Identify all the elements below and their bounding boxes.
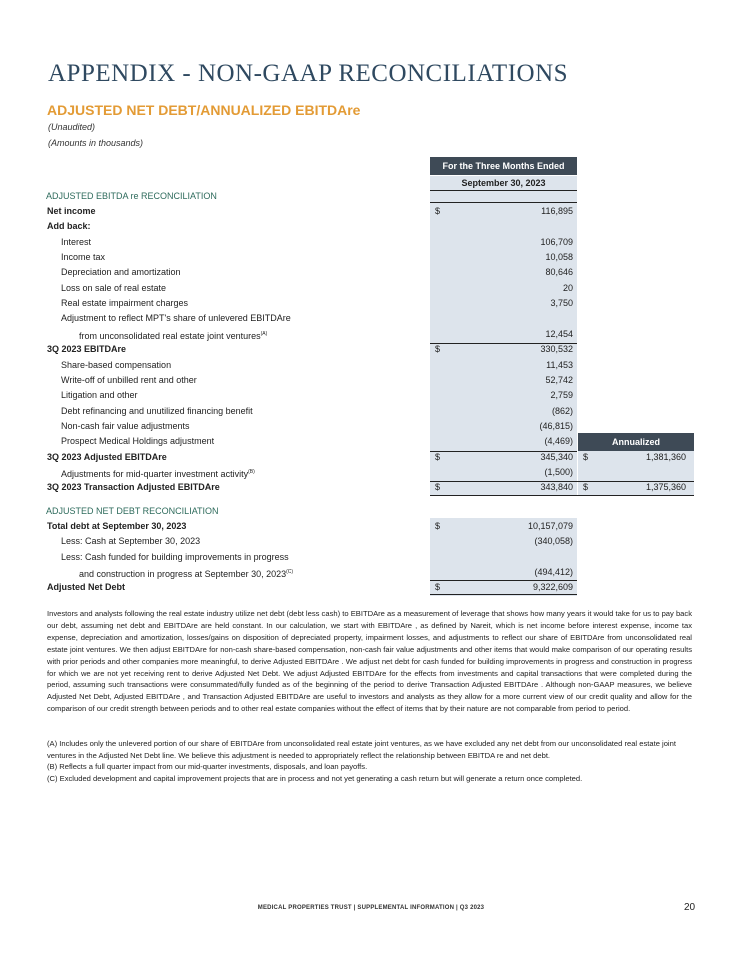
row-label: Debt refinancing and unutilized financing benefit [61,405,253,416]
rule [430,343,577,344]
table-row [46,235,694,250]
row-label: Total debt at September 30, 2023 [47,521,187,531]
footnote-a: (A) Includes only the unlevered portion of our share of EBITDAre from unconsolidated real estate joint ventures, as we have excluded any net debt from our unconsolidated real estate joint ventures in the Adjusted Net Debt line. We believe this adjustment is needed to appropriately reflect the relationship between EBITDA re and net debt. [47,739,676,760]
table-row [46,281,694,296]
dollar-sign: $ [435,451,441,462]
row-label: Add back: [47,221,91,232]
row-value: 330,532 [540,344,573,355]
table-row [46,250,694,265]
table-row [46,358,694,373]
row-label: Non-cash fair value adjustments [61,420,190,431]
rule [430,594,577,595]
row-value: 9,322,609 [532,582,573,593]
row-label: and construction in progress at September 30, $2023^{(C)}$ [79,568,294,579]
row-value: 2,759 [550,390,573,401]
table-row [46,265,694,280]
row-label: Loss on sale of real estate [61,282,167,293]
row-label: Adjustment to reflect MPT's share of unlevered EBITDAre [61,313,291,324]
unaudited-note: (Unaudited) [48,122,96,132]
footnote-b: (B) Reflects a full quarter impact from our mid-quarter investments, disposals, and loan payoffs. [47,762,368,771]
rule [430,202,577,203]
row-value: 106,709 [540,236,573,247]
table-row [46,434,694,449]
section-header [46,504,694,519]
table-row [46,565,694,580]
annualized-header: Annualized [578,433,694,451]
dollar-sign: $ [435,206,441,216]
row-value: (340,058) [534,536,573,547]
dollar-sign: $ [583,451,589,462]
row-label: Prospect Medical Holdings adjustment [61,436,215,447]
row-label: Adjustments for mid-quarter investment activity$^{(B)}$ [61,468,255,479]
row-value: 116,895 [541,206,573,216]
table-row [46,450,694,465]
row-label: Share-based compensation [61,359,172,370]
date-header: September 30, 2023 [430,176,577,191]
row-label: Less: Cash at September 30, 2023 [61,536,201,547]
period-header: For the Three Months Ended [430,157,577,175]
row-label: Income tax [61,252,106,263]
dollar-sign: $ [435,482,441,493]
row-value: 3,750 [550,298,573,309]
row-label: Interest [61,236,92,247]
row-label: Litigation and other [61,390,138,401]
row-label: Adjusted Net Debt [47,582,126,593]
page-footer: MEDICAL PROPERTIES TRUST | SUPPLEMENTAL INFORMATION | Q3 2023 [257,905,485,911]
table-row [46,404,694,419]
row-value: (1,500) [544,466,573,477]
table-row [46,204,694,219]
explanation-paragraph: Investors and analysts following the real estate industry utilize net debt (debt less cash) to EBITDAre as a measurement of leverage that shows how many years it would take for us to pay back our debt, assuming net debt and EBITDAre are held constant. In our calculation, we start with EBITDAre , as defined by Nareit, which is net income before interest expense, income tax expense, depreciation and amortization, losses/gains on disposition of depreciated property, impairment losses, and adjustments to reflect our share of EBITDAre from unconsolidated real estate joint ventures. We then adjust EBITDAre for non-cash share-based compensation, non-cash fair value adjustments and other items that would make comparison of our operating results with prior periods and other companies more meaningful, to derive Adjusted EBITDAre . We adjust net debt for cash funded for building improvements in progress and construction in progress for which we are not yet receiving rent to derive Adjusted Net Debt. We adjust Adjusted EBITDAre for the effects from investments and capital transactions that were completed during the period, assuming such transactions were consummated/fully funded as of the beginning of the period to derive Transaction Adjusted EBITDAre . Although non-GAAP measures, we believe Adjusted Net Debt, Adjusted EBITDAre , and Transaction Adjusted EBITDAre are useful to investors and analysts as they allow for a more current view of our credit quality and allow for the comparison of our credit strength between periods and to other real estate companies without the effect of items that by their nature are not comparable from period to period. [47,609,692,714]
footnote-c: (C) Excluded development and capital improvement projects that are in process and not yet generating a cash return but will generate a return once completed. [47,774,583,783]
row-value: 345,340 [540,451,573,462]
section-header [46,189,694,204]
row-label: Real estate impairment charges [61,298,189,309]
section-title: ADJUSTED NET DEBT RECONCILIATION [46,506,219,516]
table-row [46,519,694,534]
page-title: APPENDIX - NON-GAAP RECONCILIATIONS [48,60,569,87]
row-value: 11,453 [546,359,573,370]
row-label: Depreciation and amortization [61,267,181,278]
table-row [46,373,694,388]
row-value: (46,815) [539,420,573,431]
table-row [46,327,694,342]
row-value: (862) [551,405,573,416]
amounts-note: (Amounts in thousands) [48,138,144,148]
row-value: 12,454 [545,328,573,339]
row-label: 3Q 2023 Adjusted EBITDAre [47,451,167,462]
table-row [46,480,694,495]
table-row [46,580,694,595]
row-label: Write-off of unbilled rent and other [61,374,197,385]
row-value: 20 [562,282,573,293]
rule [430,481,694,482]
row-value: 10,157,079 [527,521,573,531]
row-value: 80,646 [545,267,573,278]
section-subtitle: ADJUSTED NET DEBT/ANNUALIZED EBITDAre [47,102,361,118]
table-row [46,465,694,480]
dollar-sign: $ [435,344,441,355]
table-row [46,550,694,565]
table-row [46,219,694,234]
row-label: 3Q 2023 Transaction Adjusted EBITDAre [47,482,220,493]
row-value: 52,742 [545,374,573,385]
dollar-sign: $ [435,521,441,531]
table-row [46,342,694,357]
row-label: from unconsolidated real estate joint ventures$^{(A)}$ [79,330,268,341]
page-number: 20 [684,902,696,913]
rule [430,495,694,496]
row-label: Less: Cash funded for building improvements in progress [61,551,289,562]
footnote-marker: (B) [248,468,255,475]
row-value: (4,469) [544,436,573,447]
table-row [46,311,694,326]
dollar-sign: $ [435,582,441,593]
table-row [46,419,694,434]
table-row [46,296,694,311]
annualized-value: 1,381,360 [645,451,686,462]
rule [430,580,577,581]
row-value: (494,412) [534,566,573,577]
dollar-sign: $ [583,482,589,493]
row-value: 10,058 [545,252,573,263]
annualized-value: 1,375,360 [645,482,686,493]
table-row [46,534,694,549]
row-label: Net income [47,206,96,216]
footnote-marker: (A) [260,330,268,337]
row-value: 343,840 [540,482,573,493]
table-row [46,388,694,403]
footnote-marker: (C) [286,568,294,575]
row-label: 3Q 2023 EBITDAre [47,344,127,355]
section-title: ADJUSTED EBITDA re RECONCILIATION [46,191,217,201]
rule [430,451,577,452]
